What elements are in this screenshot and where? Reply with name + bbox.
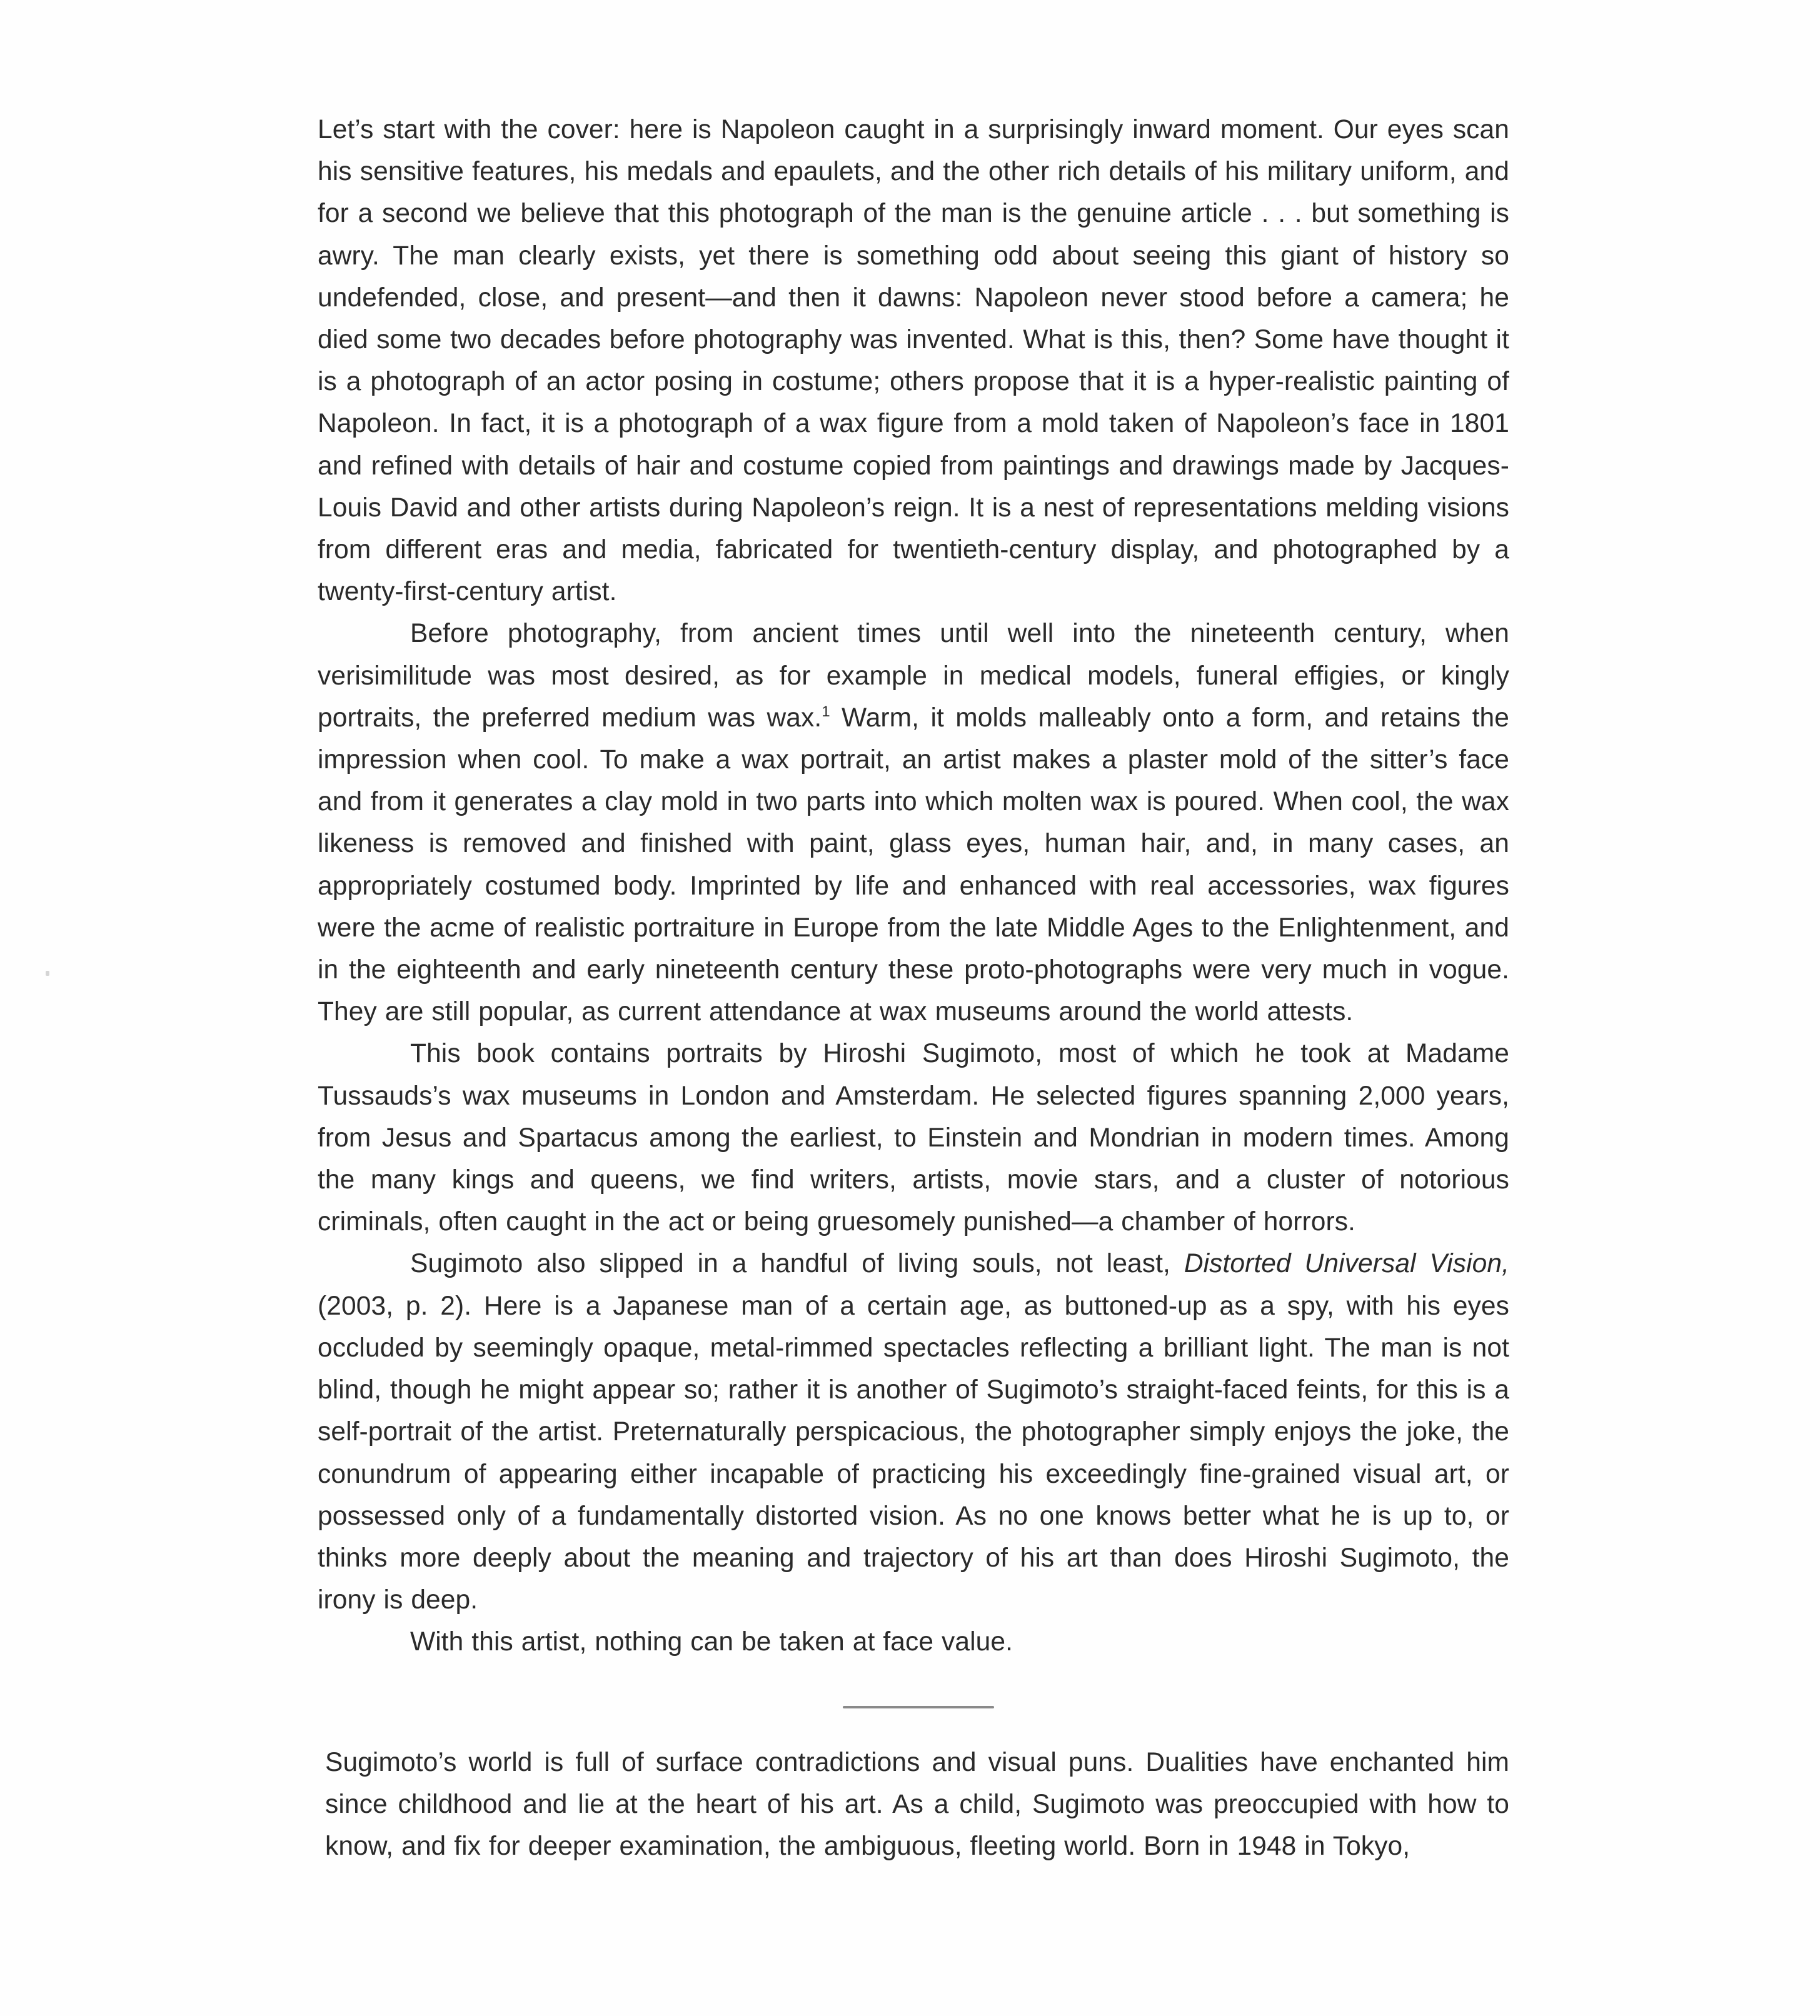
paragraph-self-portrait-text-a: Sugimoto also slipped in a handful of living souls, not least, (410, 1249, 1184, 1279)
artwork-title-italic: Distorted Universal Vision, (1184, 1249, 1509, 1279)
section-2-body (325, 1742, 1509, 1868)
paragraph-face-value: With this artist, nothing can be taken at face value. (410, 1627, 1013, 1657)
paragraph-wax-history (318, 613, 1509, 1033)
scan-artifact-mark (46, 971, 49, 976)
paragraph-self-portrait-text-b: (2003, p. 2). Here is a Japanese man of a certain age, as buttoned-up as a spy, with his eyes occluded by seemingly opaque, metal-rimmed spectacles reflecting a brilliant light. The man is not blind, though he might appear so; rather it is another of Sugimoto’s straight-faced feints, for this is a self-portrait of the artist. Preternaturally perspicacious, the photographer simply enjoys the joke, the conundrum of appearing either incapable of practicing his exceedingly fine-grained visual art, or possessed only of a fundamentally distorted vision. As no one knows better what he is up to, or thinks more deeply about the meaning and trajectory of his art than does Hiroshi Sugimoto, the irony is deep. (318, 1291, 1509, 1615)
footnote-marker[interactable]: 1 (822, 703, 830, 720)
paragraph-wax-history-text-a: Before photography, from ancient times until well into the nineteenth century, when verisimilitude was most desired, as for example in medical models, funeral effigies, or kingly portraits, the preferred medium was wax. (318, 619, 1509, 733)
section-1-body (318, 109, 1509, 1663)
paragraph-wax-history-text-b: Warm, it molds malleably onto a form, and retains the impression when cool. To make a wax portrait, an artist makes a plaster mold of the sitter’s face and from it generates a clay mold in two parts into which molten wax is poured. When cool, the wax likeness is removed and finished with paint, glass eyes, human hair, and, in many cases, an appropriately costumed body. Imprinted by life and enhanced with real accessories, wax figures were the acme of realistic portraiture in Europe from the late Middle Ages to the Enlightenment, and in the eighteenth and early nineteenth century these proto-photographs were very much in vogue. They are still popular, as current attendance at wax museums around the world attests. (318, 703, 1510, 1027)
paragraph-self-portrait (318, 1243, 1509, 1621)
section-divider-rule (843, 1706, 994, 1708)
paragraph-surface-contradictions: Sugimoto’s world is full of surface contradictions and visual puns. Dualities have enchanted him since childhood and lie at the heart of his art. As a child, Sugimoto was preoccupied with how to know, and fix for deeper examination, the ambiguous, fleeting world. Born in 1948 in Tokyo, (325, 1748, 1509, 1862)
paragraph-napoleon-cover: Let’s start with the cover: here is Napoleon caught in a surprisingly inward moment. Our eyes scan his sensitive features, his medals and epaulets, and the other rich details of his military uniform, and for a second we believe that this photograph of the man is the genuine article . . . but something is awry. The man clearly exists, yet there is something odd about seeing this giant of history so undefended, close, and present—and then it dawns: Napoleon never stood before a camera; he died some two decades before photography was invented. What is this, then? Some have thought it is a photograph of an actor posing in costume; others propose that it is a hyper-realistic painting of Napoleon. In fact, it is a photograph of a wax figure from a mold taken of Napoleon’s face in 1801 and refined with details of hair and costume copied from paintings and drawings made by Jacques-Louis David and other artists during Napoleon’s reign. It is a nest of representations melding visions from different eras and media, fabricated for twentieth-century display, and photographed by a twenty-first-century artist. (318, 115, 1509, 607)
paragraph-book-contents: This book contains portraits by Hiroshi Sugimoto, most of which he took at Madame Tussauds’s wax museums in London and Amsterdam. He selected figures spanning 2,000 years, from Jesus and Spartacus among the earliest, to Einstein and Mondrian in modern times. Among the many kings and queens, we find writers, artists, movie stars, and a cluster of notorious criminals, often caught in the act or being gruesomely punished—a chamber of horrors. (318, 1039, 1509, 1237)
